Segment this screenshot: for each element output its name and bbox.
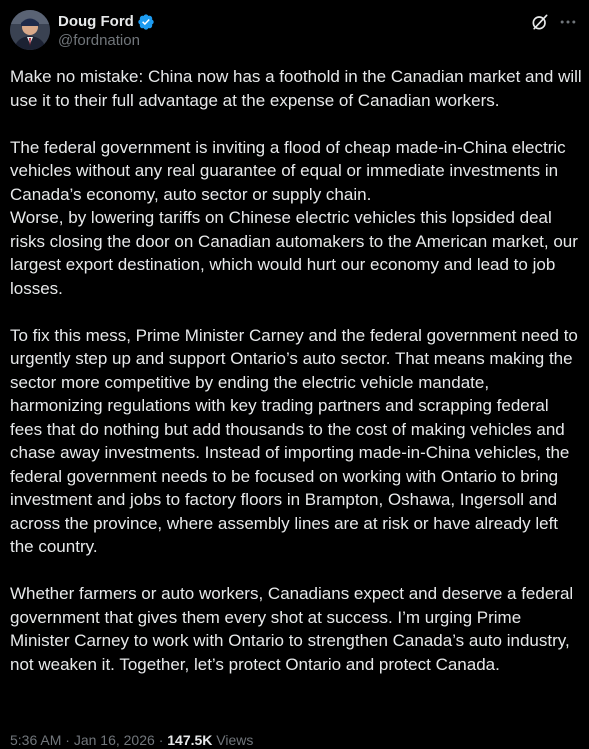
avatar[interactable]: [10, 10, 50, 50]
views-label: Views: [216, 732, 254, 748]
post-time[interactable]: 5:36 AM: [10, 732, 62, 748]
meta-separator: ·: [65, 732, 70, 748]
post-paragraph-4: Whether farmers or auto workers, Canadians expect and deserve a federal government that gives them every shot at success. I’m urging Prime Minister Carney to work with Ontario to strengthen Canada’s auto industry, not weaken it. Together, let’s protect Ontario and protect Canada.: [10, 584, 574, 674]
post-text: [10, 65, 582, 700]
post-meta: [10, 731, 253, 749]
more-options-icon[interactable]: [558, 12, 578, 32]
post-paragraph-1: Make no mistake: China now has a foothold in the Canadian market and will use it to their full advantage at the expense of Canadian workers.: [10, 67, 582, 110]
author-handle[interactable]: @fordnation: [58, 32, 140, 49]
views-count: 147.5K: [167, 732, 213, 748]
grok-icon[interactable]: [530, 12, 550, 32]
verified-badge-icon: [137, 13, 155, 31]
post-paragraph-2: The federal government is inviting a flood of cheap made-in-China electric vehicles without any real guarantee of equal or immediate investments in Canada’s economy, auto sector or supply chain. Worse, by lowering tariffs on Chinese electric vehicles this lopsided deal risks closing the door on Canadian automakers to the American market, our largest export destination, which would hurt our economy and lead to job losses.: [10, 137, 578, 298]
author-name-row: [58, 12, 155, 32]
post-date[interactable]: Jan 16, 2026: [73, 732, 155, 748]
post-paragraph-3: To fix this mess, Prime Minister Carney and the federal government need to urgently step up and support Ontario’s auto sector. That means making the sector more competitive by ending the electric vehicle mandate, harmonizing regulations with key trading partners and scrapping federal fees that do nothing but add thousands to the cost of making vehicles and chase away investments. Instead of importing made-in-China vehicles, the federal government needs to be focused on working with Ontario to bring investment and jobs to factory floors in Brampton, Oshawa, Ingersoll and across the province, where assembly lines are at risk or have already left the country.: [10, 325, 578, 556]
avatar-image: [10, 10, 50, 50]
author-display-name[interactable]: Doug Ford: [58, 13, 134, 30]
post-header: [0, 0, 589, 64]
meta-separator-2: ·: [158, 732, 164, 748]
